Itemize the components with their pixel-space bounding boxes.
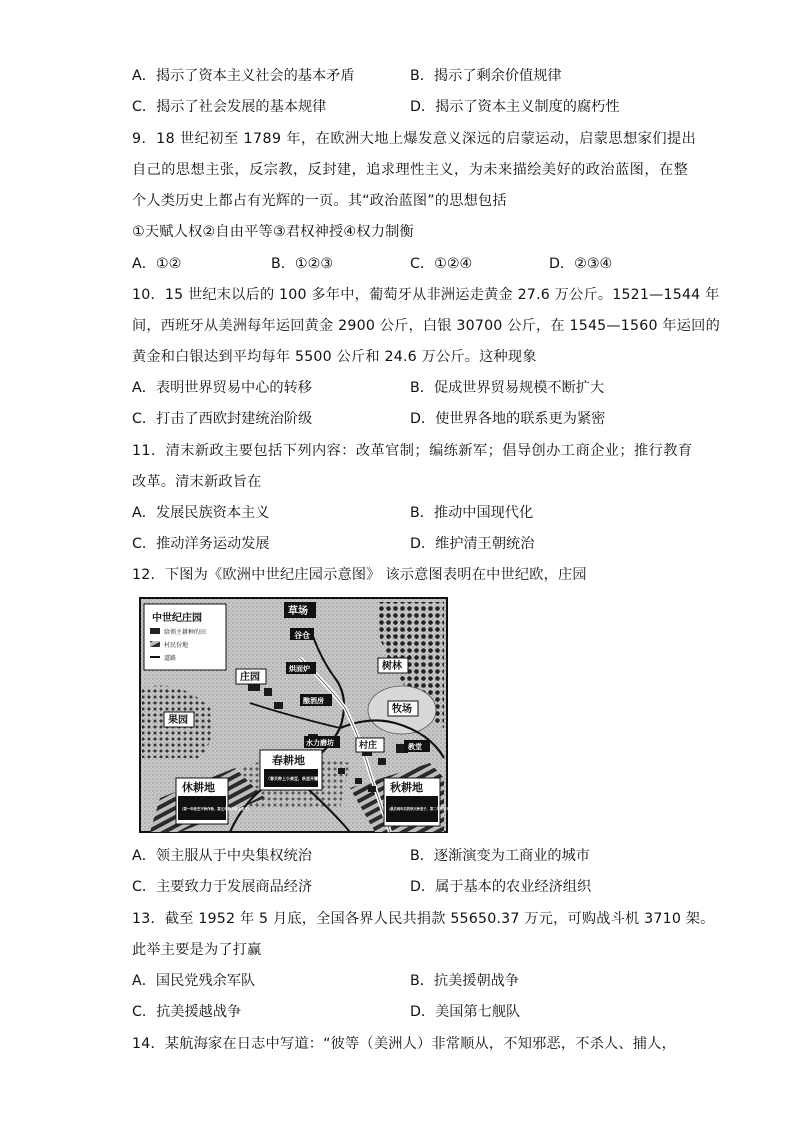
q11-stem-line-1: 11．清末新政主要包括下列内容：改革官制；编练新军；倡导创办工商企业；推行教育 [132,443,693,459]
q8-option-a: A．揭示了资本主义社会的基本矛盾 [132,68,355,84]
q9-option-b: B．①②③ [271,256,334,272]
q10-stem-line-2: 间，西班牙从美洲每年运回黄金 2900 公斤，白银 30700 公斤，在 1545—1560 年运回的 [132,318,720,334]
q12-option-a: A．领主服从于中央集权统治 [132,848,312,864]
q9-stem-line-1: 9．18 世纪初至 1789 年，在欧洲大地上爆发意义深远的启蒙运动，启蒙思想家们提出 [132,131,697,147]
legend-title: 中世纪庄园 [152,613,202,624]
q13-stem-line-1: 13．截至 1952 年 5 月底，全国各界人民共捐款 55650.37 万元，可购战斗机 3710 架。 [132,911,715,927]
q10-option-b: B．促成世界贸易规模不断扩大 [410,380,605,396]
label-spring-field: 春耕地 [272,754,305,767]
label-manor: 庄园 [240,672,260,683]
manor-map-figure [140,598,467,832]
q12-stem-line-1: 12．下图为《欧洲中世纪庄园示意图》 该示意图表明在中世纪欧，庄园 [132,567,587,583]
label-church: 教堂 [408,743,422,751]
q9-option-d: D．②③④ [549,256,613,272]
q9-statements: ①天赋人权②自由平等③君权神授④权力制衡 [132,224,414,240]
q13-stem-line-2: 此举主要是为了打赢 [132,942,262,958]
q10-option-c: C．打击了西欧封建统治阶级 [132,411,313,427]
q12-option-b: B．逐渐演变为工商业的城市 [410,848,590,864]
label-barn: 谷仓 [294,631,310,640]
note-spring-field: （春天种上小麦豆，秋里开镰） [266,776,322,781]
label-village: 村庄 [359,741,378,751]
label-pasture: 牧场 [392,704,412,715]
note-autumn-field: （最后两年后的秋天种麦子，第二年秋后开始种麦子） [387,807,467,811]
label-woods: 树林 [382,661,402,672]
label-autumn-field: 秋耕地 [390,781,423,794]
legend-peasant-label: 村民份地 [164,642,189,649]
q13-option-b: B．抗美援朝战争 [410,973,520,989]
legend-lord-swatch [150,628,160,634]
q11-stem-line-2: 改革。清末新政旨在 [132,474,262,490]
q10-option-a: A．表明世界贸易中心的转移 [132,380,312,396]
q8-option-c: C．揭示了社会发展的基本规律 [132,99,327,115]
label-bakery: 烘面炉 [289,665,310,673]
q11-option-b: B．推动中国现代化 [410,505,534,521]
q10-option-d: D．使世界各地的联系更为紧密 [410,411,606,427]
q13-option-d: D．美国第七舰队 [410,1004,521,1020]
q13-option-c: C．抗美援越战争 [132,1004,242,1020]
label-pasture-grass: 草场 [288,606,308,617]
q9-stem-line-3: 个人类历史上都占有光辉的一页。其“政治蓝图”的思想包括 [132,193,507,209]
q11-option-d: D．维护清王朝统治 [410,536,535,552]
label-orchard: 果园 [168,715,188,726]
legend-peasant-swatch [150,641,160,647]
q10-stem-line-3: 黄金和白银达到平均每年 5500 公斤和 24.6 万公斤。这种现象 [132,349,537,365]
legend-lord-label: 给领主耕种的田 [164,629,207,636]
q8-option-b: B．揭示了剩余价值规律 [410,68,562,84]
note-fallow-field: （第一年轮空不种作物，第五年秋天种上麦子） [180,807,252,811]
q9-option-c: C．①②④ [410,256,473,272]
q10-stem-line-1: 10．15 世纪末以后的 100 多年中，葡萄牙从非洲运走黄金 27.6 万公斤。1521—1544 年 [132,287,720,303]
legend-road-label: 道路 [164,655,177,662]
q12-option-c: C．主要致力于发展商品经济 [132,879,313,895]
q14-stem-line-1: 14．某航海家在日志中写道：“彼等（美洲人）非常顺从，不知邪恶，不杀人、捕人， [132,1036,676,1052]
q9-stem-line-2: 自己的思想主张，反宗教，反封建，追求理性主义，为未来描绘美好的政治蓝图，在整 [132,162,689,178]
q12-option-d: D．属于基本的农业经济组织 [410,879,592,895]
q13-option-a: A．国民党残余军队 [132,973,256,989]
label-fallow-field: 休耕地 [182,781,215,794]
label-winery: 酿酒房 [303,697,324,705]
q9-option-a: A．①② [132,256,182,272]
label-mill: 水力磨坊 [306,739,334,747]
q11-option-a: A．发展民族资本主义 [132,505,270,521]
q11-option-c: C．推动洋务运动发展 [132,536,270,552]
q8-option-d: D．揭示了资本主义制度的腐朽性 [410,99,620,115]
